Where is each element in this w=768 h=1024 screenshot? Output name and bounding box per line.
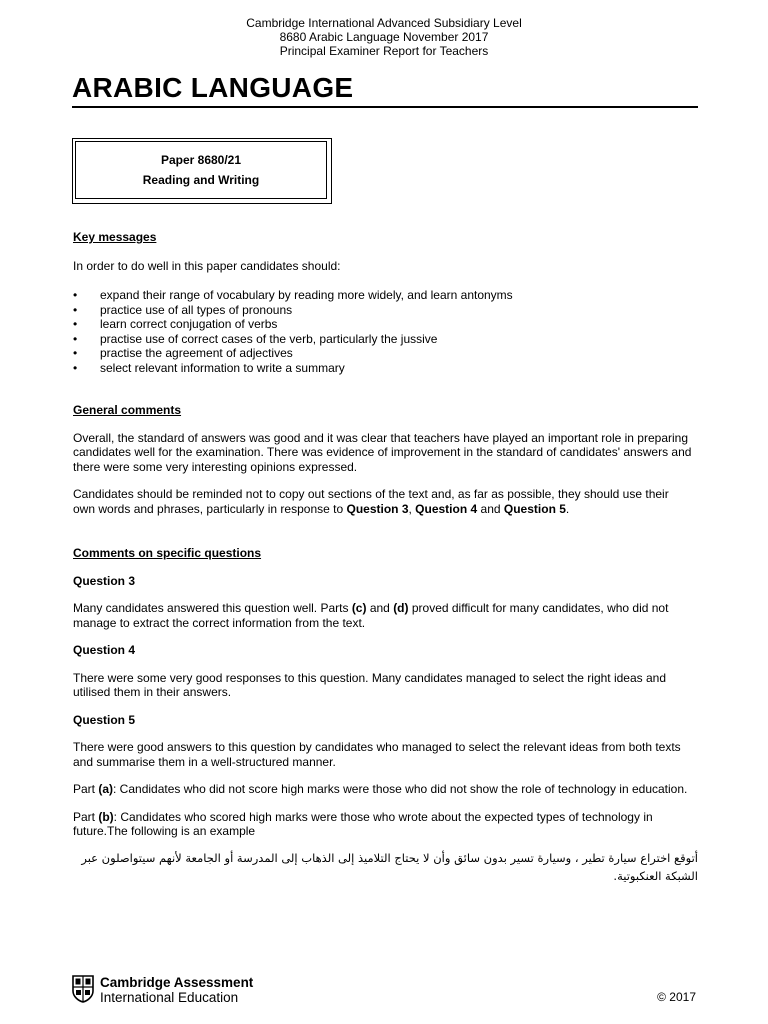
question-5-part-b: Part (b): Candidates who scored high marks were those who wrote about the expected types of technology in future.The following is an example [73,809,653,838]
key-messages-intro: In order to do well in this paper candidates should: [73,258,341,273]
question-5-title: Question 5 [73,712,136,727]
question-4-text: There were some very good responses to this question. Many candidates managed to select the right ideas and utilised them in their answers. [73,670,667,699]
shield-icon [72,975,94,1003]
report-body [73,230,698,885]
copyright-notice: © 2017 [657,990,696,1004]
general-comments-paragraph-2: Candidates should be reminded not to copy out sections of the text and, as far as possible, they should use their own words and phrases, particularly in response to Question 3, Question 4 and Question 5. [73,487,669,516]
logo-line-2: International Education [100,990,239,1005]
paper-box-inner [75,141,327,199]
header-line-3: Principal Examiner Report for Teachers [279,44,489,58]
title-divider [72,106,698,108]
paper-box [72,138,332,204]
general-comments-heading: General comments [73,403,182,417]
specific-questions-heading: Comments on specific questions [73,546,262,560]
list-item: • select relevant information to write a summary [73,361,693,376]
list-item: • practice use of all types of pronouns [73,303,693,318]
key-messages-list [73,288,693,375]
list-item: • practise the agreement of adjectives [73,346,693,361]
question-5-part-a: Part (a): Candidates who did not score high marks were those who did not show the role of technology in education. [73,782,688,796]
header-line-2: 8680 Arabic Language November 2017 [279,30,489,44]
page-title: ARABIC LANGUAGE [72,72,354,103]
logo-line-1: Cambridge Assessment [100,975,254,990]
question-3-text: Many candidates answered this question well. Parts (c) and (d) proved difficult for many candidates, who did not manage to extract the correct information from the text. [73,601,669,630]
key-messages-heading: Key messages [73,230,157,244]
list-item: • expand their range of vocabulary by reading more widely, and learn antonyms [73,288,693,303]
question-3-title: Question 3 [73,573,136,588]
question-5-text: There were good answers to this question by candidates who managed to select the relevant ideas from both texts and summarise them in a well-structured manner. [73,740,681,769]
paper-number: Paper 8680/21 [160,153,242,167]
list-item: • learn correct conjugation of verbs [73,317,693,332]
general-comments-paragraph-1: Overall, the standard of answers was good and it was clear that teachers have played an important role in preparing candidates well for the examination. There was evidence of improvement in the standard of candidates' answers and there were some very interesting opinions expressed. [73,430,692,474]
arabic-example: أتوقع اختراع سيارة تطير ، وسيارة تسير بدون سائق وأن لا يحتاج التلاميذ إلى الذهاب إلى المدرسة أو الجامعة لأنهم سيتواصلون عبر الشبكة العنكبوتية. [81,850,698,883]
paper-name: Reading and Writing [142,173,260,187]
header-line-1: Cambridge International Advanced Subsidiary Level [246,16,522,30]
logo-wordmark [100,975,253,1005]
list-item: • practise use of correct cases of the verb, particularly the jussive [73,332,693,347]
question-4-title: Question 4 [73,643,136,657]
report-header [0,16,768,58]
